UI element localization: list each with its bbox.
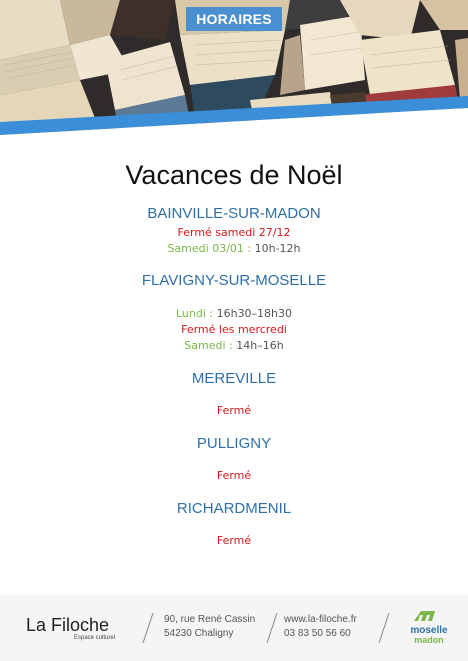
hours-value: 10h-12h	[254, 242, 301, 255]
moselle-madon-logo	[405, 607, 453, 649]
brand-name: La Filoche	[26, 615, 110, 635]
closed-note: Fermé	[216, 469, 252, 482]
day-label: Samedi 03/01 :	[167, 242, 252, 255]
hours-badge: HORAIRES	[186, 7, 282, 31]
logo-text-moselle: moselle	[410, 625, 448, 636]
address-city: 54230 Chaligny	[164, 628, 234, 639]
contact-block	[284, 613, 357, 641]
address-street: 90, rue René Cassin	[164, 614, 256, 625]
closed-note: Fermé les mercredi	[181, 323, 287, 336]
town-pulligny: PULLIGNY	[196, 435, 272, 452]
footer	[0, 595, 468, 661]
logo-text-madon: madon	[414, 635, 444, 645]
address-block	[164, 613, 255, 641]
closed-note: Fermé	[216, 404, 252, 417]
brand-subtitle: Espace culturel	[74, 635, 116, 641]
phone-number: 03 83 50 56 60	[284, 628, 351, 639]
town-bainville: BAINVILLE-SUR-MADON	[147, 205, 321, 222]
header-books-photo	[0, 0, 468, 135]
separator-slash	[142, 613, 154, 643]
day-label: Samedi :	[184, 339, 233, 352]
separator-slash	[378, 613, 390, 643]
hours-line	[0, 242, 468, 255]
town-mereville: MEREVILLE	[191, 370, 277, 387]
hours-line	[0, 307, 468, 320]
town-flavigny: FLAVIGNY-SUR-MOSELLE	[141, 272, 327, 289]
page-title: Vacances de Noël	[125, 160, 343, 190]
hours-line	[0, 339, 468, 352]
closed-note: Fermé samedi 27/12	[177, 226, 291, 239]
hours-value: 14h–16h	[236, 339, 284, 352]
separator-slash	[266, 613, 278, 643]
website-link[interactable]: www.la-filoche.fr	[284, 614, 357, 625]
day-label: Lundi :	[175, 307, 214, 320]
hours-value: 16h30–18h30	[216, 307, 293, 320]
town-richardmenil: RICHARDMENIL	[176, 500, 292, 517]
closed-note: Fermé	[216, 534, 252, 547]
